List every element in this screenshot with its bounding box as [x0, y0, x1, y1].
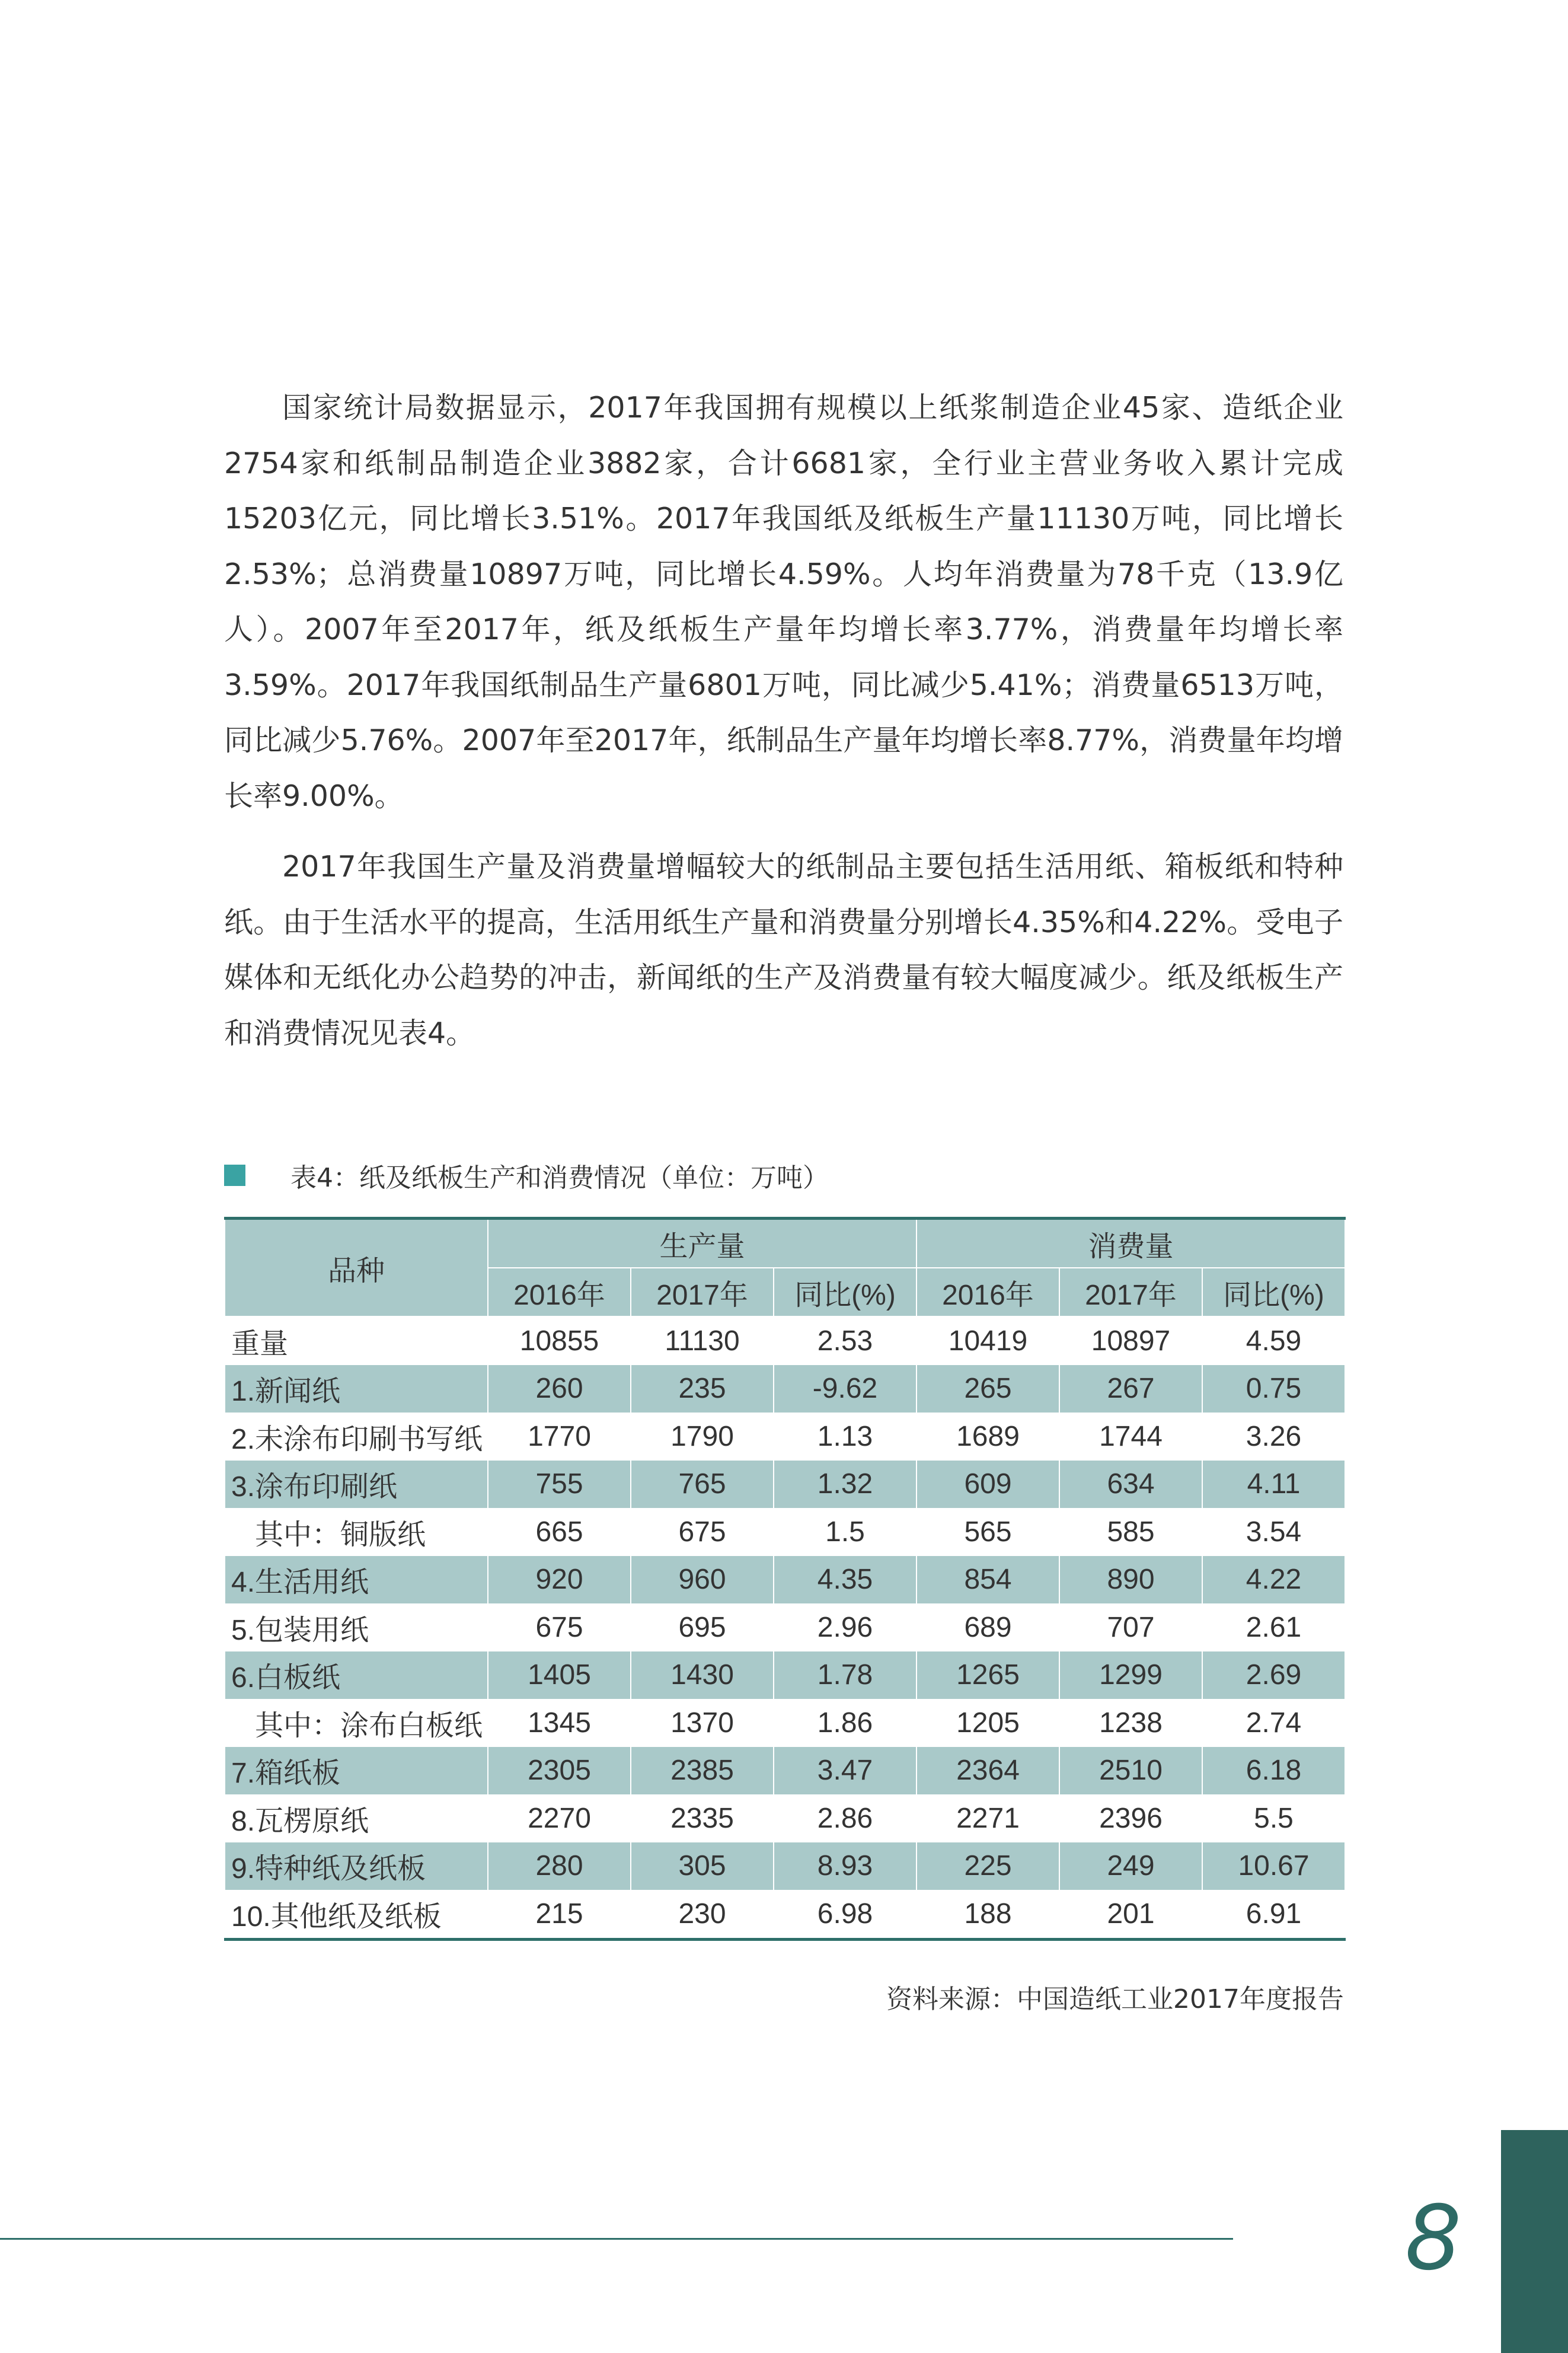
row-value-cell: 4.22	[1202, 1556, 1345, 1604]
row-variety-name: 1.新闻纸	[225, 1365, 488, 1413]
row-value-cell: 1790	[631, 1413, 774, 1461]
table-caption-text: 表4：纸及纸板生产和消费情况（单位：万吨）	[290, 1163, 829, 1193]
row-value-cell: 10419	[916, 1316, 1059, 1365]
row-value-cell: 2.69	[1202, 1651, 1345, 1700]
row-value-cell: 249	[1059, 1842, 1202, 1890]
footer-divider	[0, 2238, 1233, 2240]
row-value-cell: 2.86	[774, 1794, 916, 1842]
row-value-cell: 2385	[631, 1747, 774, 1795]
row-value-cell: 2.74	[1202, 1699, 1345, 1747]
row-value-cell: 188	[916, 1890, 1059, 1939]
row-value-cell: 1405	[488, 1651, 631, 1700]
table-row	[225, 1842, 1345, 1890]
table-row	[225, 1316, 1345, 1365]
table-caption	[224, 1156, 829, 1194]
header-cons-yoy: 同比(%)	[1202, 1268, 1345, 1316]
row-value-cell: 230	[631, 1890, 774, 1939]
row-value-cell: 609	[916, 1461, 1059, 1509]
table-row	[225, 1603, 1345, 1651]
row-value-cell: 1.78	[774, 1651, 916, 1700]
row-value-cell: 960	[631, 1556, 774, 1604]
row-variety-name: 重量	[225, 1316, 488, 1365]
row-value-cell: 1770	[488, 1413, 631, 1461]
table-row	[225, 1794, 1345, 1842]
row-value-cell: 280	[488, 1842, 631, 1890]
row-value-cell: 6.98	[774, 1890, 916, 1939]
row-value-cell: 1.32	[774, 1461, 916, 1509]
row-value-cell: 920	[488, 1556, 631, 1604]
row-value-cell: 1345	[488, 1699, 631, 1747]
row-value-cell: 215	[488, 1890, 631, 1939]
source-note: 资料来源：中国造纸工业2017年度报告	[886, 1984, 1344, 2014]
row-value-cell: 890	[1059, 1556, 1202, 1604]
row-value-cell: 5.5	[1202, 1794, 1345, 1842]
row-value-cell: 11130	[631, 1316, 774, 1365]
row-value-cell: 565	[916, 1508, 1059, 1556]
table-row	[225, 1651, 1345, 1700]
header-prod-2017: 2017年	[631, 1268, 774, 1316]
header-variety: 品种	[225, 1219, 488, 1317]
row-value-cell: 2.61	[1202, 1603, 1345, 1651]
row-value-cell: 2.96	[774, 1603, 916, 1651]
row-value-cell: 1205	[916, 1699, 1059, 1747]
row-value-cell: 2.53	[774, 1316, 916, 1365]
paragraph-2: 2017年我国生产量及消费量增幅较大的纸制品主要包括生活用纸、箱板纸和特种纸。由于生活水平的提高，生活用纸生产量和消费量分别增长4.35%和4.22%。受电子媒体和无纸化办公趋势的冲击，新闻纸的生产及消费量有较大幅度减少。纸及纸板生产和消费情况见表4。	[224, 850, 1343, 1050]
row-value-cell: 765	[631, 1461, 774, 1509]
row-value-cell: 1689	[916, 1413, 1059, 1461]
row-value-cell: 4.11	[1202, 1461, 1345, 1509]
row-value-cell: 0.75	[1202, 1365, 1345, 1413]
row-value-cell: 260	[488, 1365, 631, 1413]
row-value-cell: 585	[1059, 1508, 1202, 1556]
caption-square-icon	[224, 1165, 245, 1186]
table-row	[225, 1413, 1345, 1461]
table-row	[225, 1365, 1345, 1413]
row-value-cell: 305	[631, 1842, 774, 1890]
row-value-cell: 755	[488, 1461, 631, 1509]
row-value-cell: 695	[631, 1603, 774, 1651]
row-variety-name: 2.未涂布印刷书写纸	[225, 1413, 488, 1461]
row-value-cell: 1744	[1059, 1413, 1202, 1461]
row-value-cell: 1238	[1059, 1699, 1202, 1747]
row-value-cell: 267	[1059, 1365, 1202, 1413]
page-number: 8	[1405, 2187, 1462, 2290]
row-value-cell: 225	[916, 1842, 1059, 1890]
table-row	[225, 1508, 1345, 1556]
header-cons-2016: 2016年	[916, 1268, 1059, 1316]
row-variety-name: 其中：铜版纸	[225, 1508, 488, 1556]
row-value-cell: 6.18	[1202, 1747, 1345, 1795]
table-row	[225, 1699, 1345, 1747]
row-value-cell: -9.62	[774, 1365, 916, 1413]
row-value-cell: 1.86	[774, 1699, 916, 1747]
table-row	[225, 1747, 1345, 1795]
row-value-cell: 10.67	[1202, 1842, 1345, 1890]
row-variety-name: 7.箱纸板	[225, 1747, 488, 1795]
header-consumption: 消费量	[916, 1219, 1345, 1268]
row-value-cell: 2396	[1059, 1794, 1202, 1842]
row-value-cell: 4.35	[774, 1556, 916, 1604]
row-value-cell: 2270	[488, 1794, 631, 1842]
row-value-cell: 3.26	[1202, 1413, 1345, 1461]
row-value-cell: 2305	[488, 1747, 631, 1795]
row-value-cell: 6.91	[1202, 1890, 1345, 1939]
row-value-cell: 1265	[916, 1651, 1059, 1700]
row-value-cell: 10897	[1059, 1316, 1202, 1365]
row-variety-name: 10.其他纸及纸板	[225, 1890, 488, 1939]
row-value-cell: 665	[488, 1508, 631, 1556]
row-value-cell: 634	[1059, 1461, 1202, 1509]
row-value-cell: 2335	[631, 1794, 774, 1842]
row-value-cell: 2510	[1059, 1747, 1202, 1795]
row-value-cell: 3.54	[1202, 1508, 1345, 1556]
row-value-cell: 1430	[631, 1651, 774, 1700]
row-value-cell: 8.93	[774, 1842, 916, 1890]
row-value-cell: 2271	[916, 1794, 1059, 1842]
table-row	[225, 1556, 1345, 1604]
header-prod-yoy: 同比(%)	[774, 1268, 916, 1316]
row-value-cell: 235	[631, 1365, 774, 1413]
row-value-cell: 1.5	[774, 1508, 916, 1556]
table-row	[225, 1461, 1345, 1509]
row-value-cell: 10855	[488, 1316, 631, 1365]
table-row	[225, 1890, 1345, 1939]
row-value-cell: 4.59	[1202, 1316, 1345, 1365]
header-cons-2017: 2017年	[1059, 1268, 1202, 1316]
row-value-cell: 201	[1059, 1890, 1202, 1939]
paragraph-1: 国家统计局数据显示，2017年我国拥有规模以上纸浆制造企业45家、造纸企业2754家和纸制品制造企业3882家，合计6681家，全行业主营业务收入累计完成15203亿元，同比增长3.51%。2017年我国纸及纸板生产量11130万吨，同比增长2.53%；总消费量10897万吨，同比增长4.59%。人均年消费量为78千克（13.9亿人）。2007年至2017年，纸及纸板生产量年均增长率3.77%，消费量年均增长率3.59%。2017年我国纸制品生产量6801万吨，同比减少5.41%；消费量6513万吨，同比减少5.76%。2007年至2017年，纸制品生产量年均增长率8.77%，消费量年均增长率9.00%。	[224, 391, 1343, 813]
header-prod-2016: 2016年	[488, 1268, 631, 1316]
side-color-block	[1501, 2130, 1568, 2353]
row-value-cell: 3.47	[774, 1747, 916, 1795]
row-value-cell: 675	[488, 1603, 631, 1651]
header-production: 生产量	[488, 1219, 916, 1268]
row-value-cell: 707	[1059, 1603, 1202, 1651]
row-value-cell: 1370	[631, 1699, 774, 1747]
row-variety-name: 4.生活用纸	[225, 1556, 488, 1604]
row-variety-name: 5.包装用纸	[225, 1603, 488, 1651]
row-value-cell: 1.13	[774, 1413, 916, 1461]
row-value-cell: 675	[631, 1508, 774, 1556]
row-variety-name: 9.特种纸及纸板	[225, 1842, 488, 1890]
row-variety-name: 6.白板纸	[225, 1651, 488, 1700]
row-variety-name: 3.涂布印刷纸	[225, 1461, 488, 1509]
row-value-cell: 689	[916, 1603, 1059, 1651]
row-value-cell: 854	[916, 1556, 1059, 1604]
row-value-cell: 2364	[916, 1747, 1059, 1795]
row-value-cell: 1299	[1059, 1651, 1202, 1700]
row-value-cell: 265	[916, 1365, 1059, 1413]
paper-production-consumption-table	[224, 1217, 1346, 1941]
row-variety-name: 其中：涂布白板纸	[225, 1699, 488, 1747]
row-variety-name: 8.瓦楞原纸	[225, 1794, 488, 1842]
